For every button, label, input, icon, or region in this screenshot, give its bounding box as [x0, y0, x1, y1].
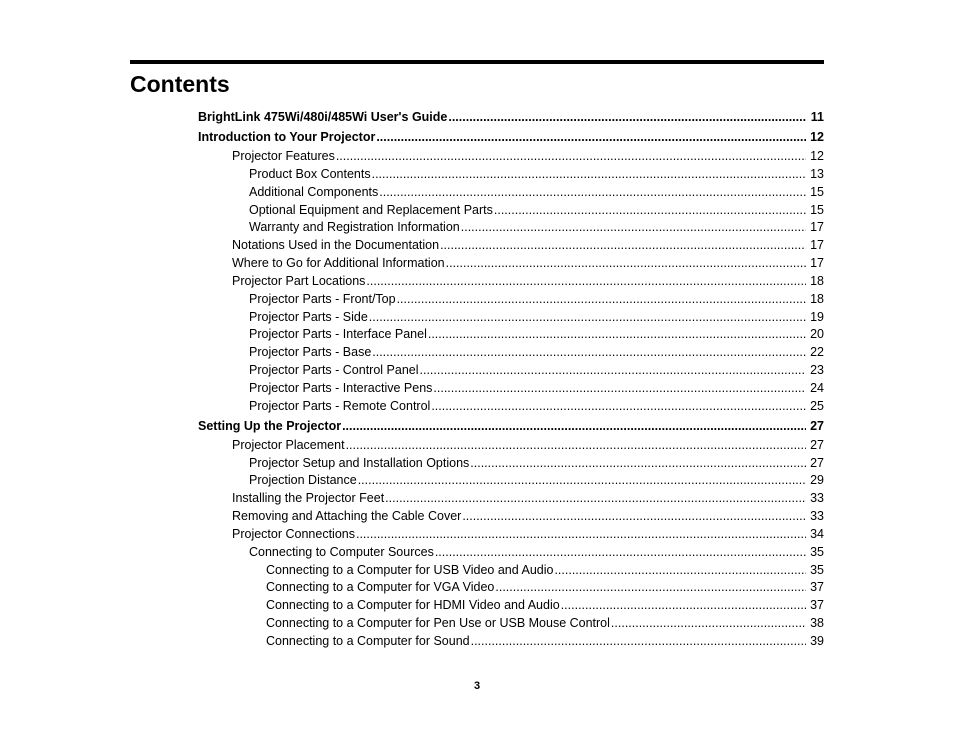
- toc-entry[interactable]: [198, 615, 824, 633]
- toc-entry-title[interactable]: Projector Setup and Installation Options: [249, 455, 470, 470]
- toc-entry-title[interactable]: Projector Parts - Front/Top: [249, 291, 396, 306]
- toc-entry[interactable]: [198, 579, 824, 597]
- toc-entry[interactable]: [198, 455, 824, 473]
- toc-dot-leader: [372, 166, 806, 184]
- toc-entry[interactable]: [198, 273, 824, 291]
- toc-entry[interactable]: [198, 127, 824, 148]
- toc-dot-leader: [433, 380, 806, 398]
- toc-entry[interactable]: [198, 398, 824, 416]
- toc-dot-leader: [336, 148, 806, 166]
- toc-entry[interactable]: [198, 344, 824, 362]
- toc-entry-page-number[interactable]: 33: [810, 491, 824, 506]
- toc-entry[interactable]: [198, 437, 824, 455]
- toc-dot-leader: [385, 490, 806, 508]
- toc-entry-title[interactable]: Projector Part Locations: [232, 273, 366, 288]
- toc-entry-title[interactable]: Removing and Attaching the Cable Cover: [232, 509, 462, 524]
- toc-entry-title[interactable]: Optional Equipment and Replacement Parts: [249, 202, 493, 217]
- toc-entry[interactable]: [198, 237, 824, 255]
- toc-entry-page-number[interactable]: 17: [810, 220, 824, 235]
- toc-dot-leader: [342, 416, 806, 437]
- toc-entry-title[interactable]: Projector Parts - Control Panel: [249, 363, 419, 378]
- toc-entry-page-number[interactable]: 24: [810, 380, 824, 395]
- toc-entry-page-number[interactable]: 35: [810, 544, 824, 559]
- toc-entry[interactable]: [198, 562, 824, 580]
- toc-entry-title[interactable]: Projection Distance: [249, 473, 357, 488]
- toc-dot-leader: [554, 562, 806, 580]
- toc-entry[interactable]: [198, 633, 824, 651]
- toc-entry-page-number[interactable]: 27: [810, 455, 824, 470]
- toc-entry-page-number[interactable]: 18: [810, 273, 824, 288]
- toc-dot-leader: [440, 237, 806, 255]
- toc-entry-title[interactable]: Projector Parts - Base: [249, 345, 372, 360]
- toc-entry-title[interactable]: Projector Connections: [232, 526, 355, 541]
- toc-entry-title[interactable]: Projector Parts - Interface Panel: [249, 327, 427, 342]
- toc-entry-page-number[interactable]: 37: [810, 598, 824, 613]
- toc-entry[interactable]: [198, 166, 824, 184]
- toc-entry[interactable]: [198, 326, 824, 344]
- toc-dot-leader: [356, 526, 806, 544]
- page-title: Contents: [130, 71, 230, 97]
- toc-entry-title[interactable]: Connecting to Computer Sources: [249, 544, 434, 559]
- toc-dot-leader: [376, 127, 806, 148]
- toc-entry-page-number[interactable]: 38: [810, 616, 824, 631]
- toc-entry-title[interactable]: Projector Features: [232, 149, 335, 163]
- toc-dot-leader: [428, 326, 806, 344]
- toc-dot-leader: [448, 108, 806, 127]
- toc-entry-page-number[interactable]: 20: [810, 327, 824, 342]
- toc-dot-leader: [366, 273, 806, 291]
- toc-entry-page-number[interactable]: 25: [810, 398, 824, 413]
- toc-entry-title[interactable]: Product Box Contents: [249, 166, 371, 181]
- toc-entry-title[interactable]: Introduction to Your Projector: [198, 130, 376, 144]
- toc-dot-leader: [494, 202, 806, 220]
- toc-dot-leader: [397, 291, 806, 309]
- toc-entry[interactable]: [198, 380, 824, 398]
- toc-dot-leader: [561, 597, 806, 615]
- page-number: 3: [473, 680, 481, 692]
- toc-entry-page-number[interactable]: 15: [810, 184, 824, 199]
- toc-dot-leader: [369, 309, 806, 327]
- toc-entry-title[interactable]: Connecting to a Computer for Sound: [266, 633, 470, 648]
- toc-entry[interactable]: [198, 202, 824, 220]
- toc-entry-page-number[interactable]: 27: [810, 418, 824, 433]
- toc-entry[interactable]: [198, 597, 824, 615]
- toc-entry-title[interactable]: BrightLink 475Wi/480i/485Wi User's Guide: [198, 110, 448, 124]
- toc-entry-title[interactable]: Additional Components: [249, 184, 379, 199]
- toc-dot-leader: [420, 362, 806, 380]
- toc-entry-title[interactable]: Projector Parts - Interactive Pens: [249, 380, 433, 395]
- table-of-contents: [198, 108, 824, 651]
- toc-entry-page-number[interactable]: 18: [810, 291, 824, 306]
- toc-entry[interactable]: [198, 544, 824, 562]
- toc-entry[interactable]: [198, 255, 824, 273]
- toc-dot-leader: [470, 455, 806, 473]
- toc-entry-page-number[interactable]: 15: [810, 202, 824, 217]
- toc-entry[interactable]: [198, 490, 824, 508]
- toc-dot-leader: [446, 255, 806, 273]
- toc-entry[interactable]: [198, 148, 824, 166]
- toc-entry-title[interactable]: Warranty and Registration Information: [249, 220, 460, 235]
- toc-entry-page-number[interactable]: 34: [810, 526, 824, 541]
- toc-entry[interactable]: [198, 291, 824, 309]
- toc-entry-page-number[interactable]: 12: [810, 130, 824, 144]
- toc-entry-title[interactable]: Where to Go for Additional Information: [232, 256, 445, 271]
- toc-entry[interactable]: [198, 416, 824, 437]
- toc-entry-title[interactable]: Projector Parts - Side: [249, 309, 368, 324]
- toc-entry-title[interactable]: Connecting to a Computer for VGA Video: [266, 580, 495, 595]
- toc-entry-title[interactable]: Setting Up the Projector: [198, 418, 342, 433]
- toc-entry[interactable]: [198, 108, 824, 127]
- toc-dot-leader: [461, 219, 806, 237]
- toc-entry-page-number[interactable]: 27: [810, 437, 824, 452]
- toc-dot-leader: [435, 544, 806, 562]
- toc-entry-page-number[interactable]: 23: [810, 363, 824, 378]
- toc-entry-title[interactable]: Connecting to a Computer for USB Video and Audio: [266, 562, 554, 577]
- toc-entry[interactable]: [198, 362, 824, 380]
- toc-dot-leader: [462, 508, 806, 526]
- toc-entry-page-number[interactable]: 12: [810, 149, 824, 163]
- toc-entry-page-number[interactable]: 19: [810, 309, 824, 324]
- toc-dot-leader: [358, 472, 806, 490]
- toc-entry-title[interactable]: Projector Placement: [232, 437, 345, 452]
- toc-entry-page-number[interactable]: 29: [810, 473, 824, 488]
- toc-entry-title[interactable]: Projector Parts - Remote Control: [249, 398, 431, 413]
- toc-entry-page-number[interactable]: 39: [810, 633, 824, 648]
- toc-dot-leader: [379, 184, 806, 202]
- toc-entry-page-number[interactable]: 37: [810, 580, 824, 595]
- toc-entry-page-number[interactable]: 17: [810, 256, 824, 271]
- toc-entry-title[interactable]: Installing the Projector Feet: [232, 491, 385, 506]
- toc-dot-leader: [495, 579, 806, 597]
- toc-entry[interactable]: [198, 526, 824, 544]
- toc-entry-page-number[interactable]: 17: [810, 238, 824, 253]
- toc-dot-leader: [471, 633, 806, 651]
- toc-entry-title[interactable]: Connecting to a Computer for Pen Use or USB Mouse Control: [266, 616, 610, 631]
- toc-entry-title[interactable]: Connecting to a Computer for HDMI Video and Audio: [266, 598, 560, 613]
- toc-entry-page-number[interactable]: 35: [810, 562, 824, 577]
- toc-entry-title[interactable]: Notations Used in the Documentation: [232, 238, 440, 253]
- toc-dot-leader: [346, 437, 806, 455]
- toc-entry-page-number[interactable]: 11: [810, 110, 824, 124]
- toc-entry[interactable]: [198, 309, 824, 327]
- toc-entry[interactable]: [198, 472, 824, 490]
- toc-dot-leader: [611, 615, 806, 633]
- top-rule: [130, 60, 824, 64]
- toc-entry-page-number[interactable]: 22: [810, 345, 824, 360]
- toc-entry-page-number[interactable]: 13: [810, 166, 824, 181]
- toc-entry[interactable]: [198, 184, 824, 202]
- toc-dot-leader: [372, 344, 806, 362]
- toc-entry[interactable]: [198, 219, 824, 237]
- toc-entry[interactable]: [198, 508, 824, 526]
- toc-dot-leader: [431, 398, 806, 416]
- toc-entry-page-number[interactable]: 33: [810, 509, 824, 524]
